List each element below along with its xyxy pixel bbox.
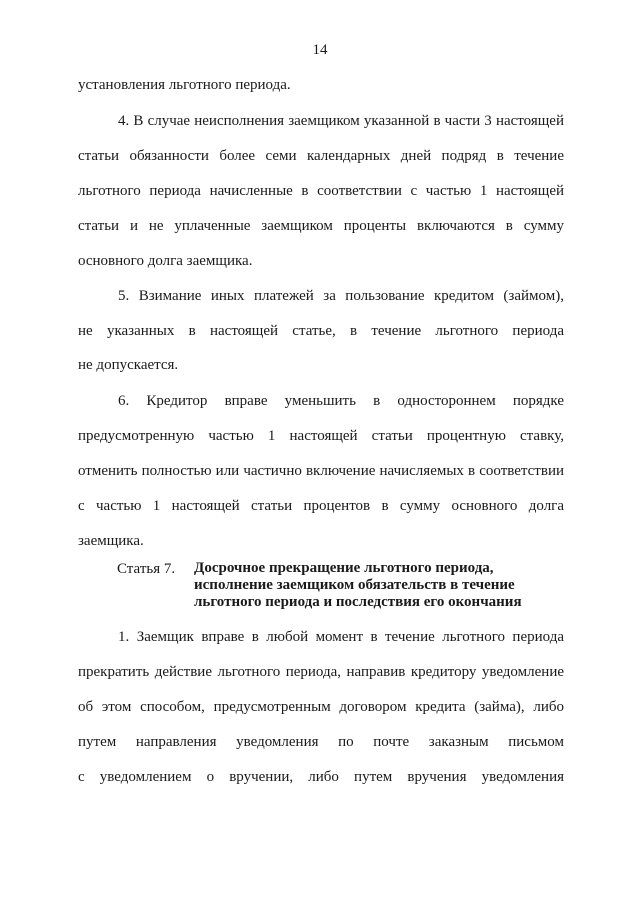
article-label: Статья 7.	[117, 561, 176, 577]
article-7-paragraph-1-line: об этом способом, предусмотренным договором кредита (займа), либо	[78, 699, 564, 715]
paragraph-4-line: льготного периода начисленные в соответствии с частью 1 настоящей	[78, 183, 564, 199]
paragraph-5-line: не допускается.	[78, 357, 179, 373]
article-title-line: исполнение заемщиком обязательств в течение	[194, 577, 515, 593]
article-7-paragraph-1-line: 1. Заемщик вправе в любой момент в течение льготного периода	[118, 629, 564, 645]
article-7-paragraph-1-line: с уведомлением о вручении, либо путем вручения уведомления	[78, 769, 564, 785]
article-title-line: Досрочное прекращение льготного периода,	[194, 560, 494, 576]
paragraph-4-line: основного долга заемщика.	[78, 253, 253, 269]
paragraph-6-line: с частью 1 настоящей статьи процентов в сумму основного долга	[78, 498, 564, 514]
paragraph-6-line: предусмотренную частью 1 настоящей статьи процентную ставку,	[78, 428, 564, 444]
page-number: 14	[312, 42, 328, 58]
paragraph-4-line: 4. В случае неисполнения заемщиком указанной в части 3 настоящей	[118, 113, 564, 129]
article-7-paragraph-1-line: прекратить действие льготного периода, направив кредитору уведомление	[78, 664, 564, 680]
article-7-paragraph-1-line: путем направления уведомления по почте заказным письмом	[78, 734, 564, 750]
paragraph-6-line: 6. Кредитор вправе уменьшить в одностороннем порядке	[118, 393, 564, 409]
paragraph-4-line: статьи обязанности более семи календарных дней подряд в течение	[78, 148, 564, 164]
article-title-line: льготного периода и последствия его окончания	[194, 594, 522, 610]
paragraph-5-line: 5. Взимание иных платежей за пользование кредитом (займом),	[118, 288, 564, 304]
paragraph-5-line: не указанных в настоящей статье, в течение льготного периода	[78, 323, 564, 339]
article-title	[194, 560, 522, 611]
paragraph-6-line: отменить полностью или частично включение начисляемых в соответствии	[78, 463, 564, 479]
paragraph-6-line: заемщика.	[78, 533, 144, 549]
text-line: установления льготного периода.	[78, 77, 291, 93]
paragraph-4-line: статьи и не уплаченные заемщиком проценты включаются в сумму	[78, 218, 564, 234]
